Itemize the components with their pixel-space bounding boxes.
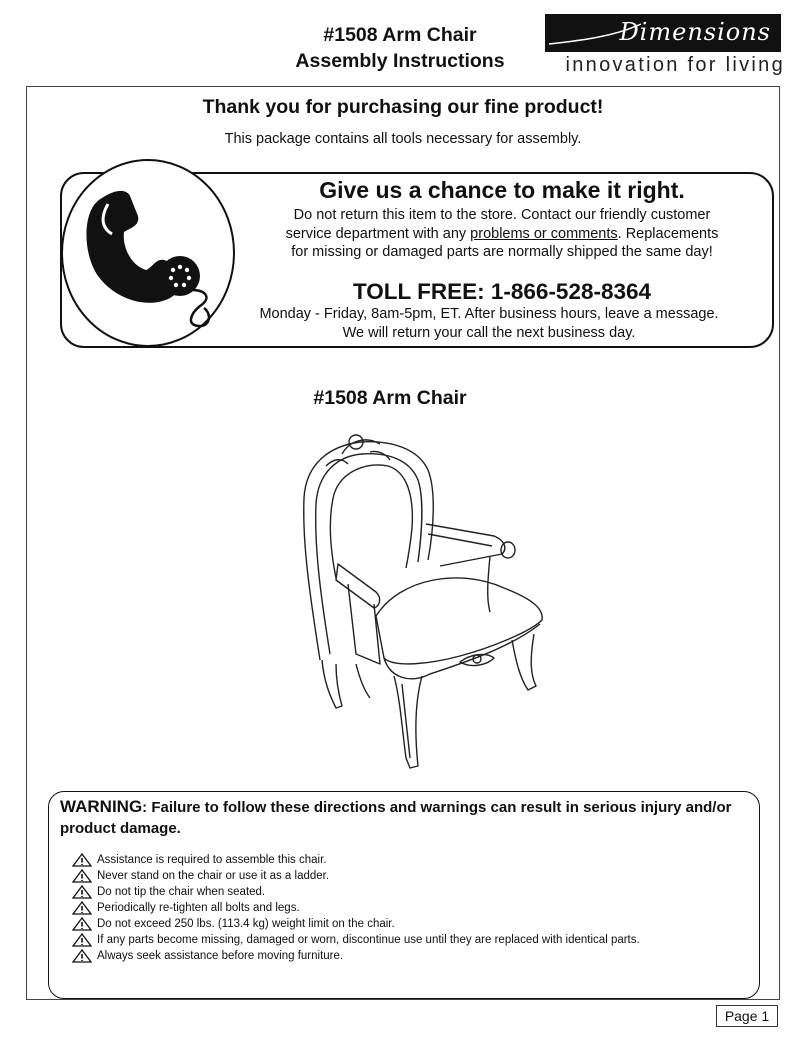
problems-comments-text: problems or comments [470,225,618,242]
warning-item-text: Always seek assistance before moving furniture. [97,950,344,962]
warning-item [72,852,640,868]
contact-line-2-start: service department with any [285,225,471,242]
warning-triangle-icon [72,901,92,915]
contact-line-3: for missing or damaged parts are normally shipped the same day! [291,244,713,260]
warning-triangle-icon [72,885,92,899]
warning-item [72,868,640,884]
warning-item-text: Assistance is required to assemble this chair. [97,854,327,866]
warning-item [72,932,640,948]
tools-note: This package contains all tools necessary for assembly. [224,131,582,147]
contact-line-2 [232,225,772,244]
warning-triangle-icon [72,853,92,867]
logo-wordmark: Dimensions [619,18,771,46]
business-hours [232,305,746,342]
warning-triangle-icon [72,917,92,931]
warning-item-text: Periodically re-tighten all bolts and legs. [97,902,300,914]
toll-free-number: TOLL FREE: 1-866-528-8364 [352,279,652,304]
warning-heading [60,796,750,839]
warning-item-text: Do not tip the chair when seated. [97,886,266,898]
warning-item [72,916,640,932]
brand-tagline: innovation for living [565,54,785,76]
brand-logo [545,14,781,52]
contact-heading: Give us a chance to make it right. [319,177,685,203]
warning-label: WARNING [60,797,143,816]
contact-line-2-end: . Replacements [617,225,719,242]
contact-line-1: Do not return this item to the store. Contact our friendly customer [293,207,711,223]
telephone-icon [60,158,236,348]
warning-list [72,852,640,964]
contact-message [232,206,772,262]
title-line-2: Assembly Instructions [295,50,505,72]
arm-chair-illustration [290,428,550,774]
warning-triangle-icon [72,949,92,963]
warning-triangle-icon [72,869,92,883]
document-title [250,22,550,74]
warning-item [72,948,640,964]
title-line-1: #1508 Arm Chair [323,24,477,46]
hours-line-2: We will return your call the next business day. [342,324,636,341]
warning-item [72,900,640,916]
warning-item-text: If any parts become missing, damaged or worn, discontinue use until they are replaced with identical parts. [97,934,640,946]
warning-item [72,884,640,900]
product-title: #1508 Arm Chair [313,387,467,409]
warning-text: : Failure to follow these directions and warnings can result in serious injury and/or product damage. [60,799,732,837]
page-number: Page 1 [716,1005,778,1027]
warning-item-text: Never stand on the chair or use it as a ladder. [97,870,330,882]
hours-line-1: Monday - Friday, 8am-5pm, ET. After business hours, leave a message. [259,306,719,322]
warning-item-text: Do not exceed 250 lbs. (113.4 kg) weight limit on the chair. [97,918,395,930]
thank-you-heading: Thank you for purchasing our fine product! [202,96,604,118]
warning-triangle-icon [72,933,92,947]
